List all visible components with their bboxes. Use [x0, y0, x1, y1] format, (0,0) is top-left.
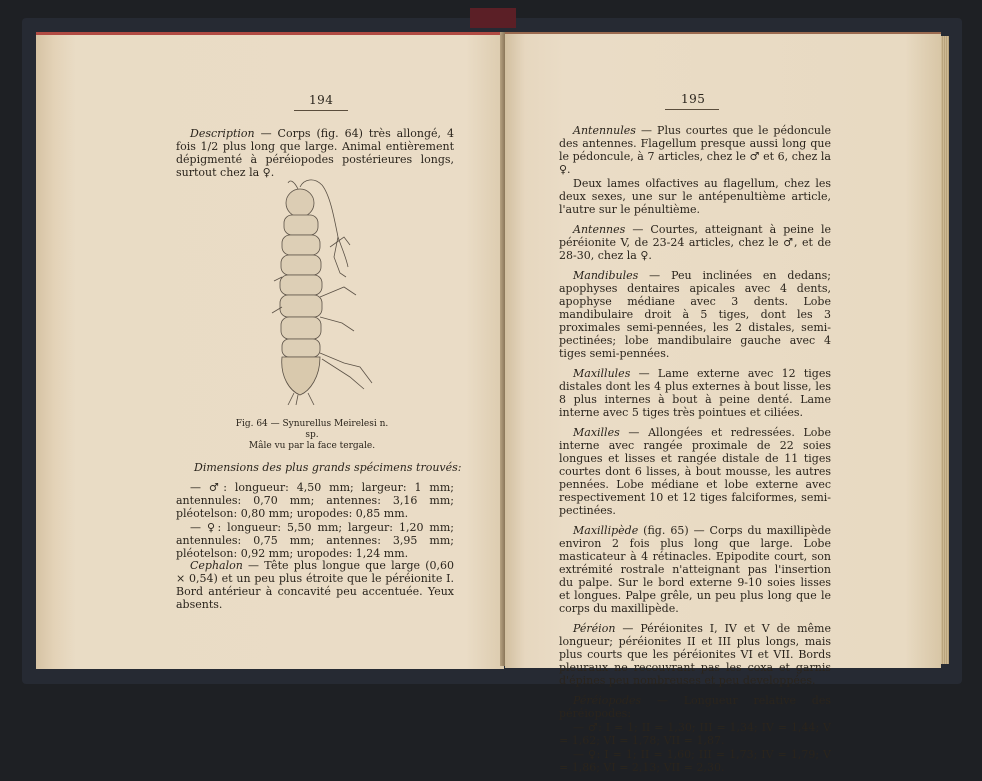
book-spine-band [470, 8, 516, 28]
antennes-text: — Courtes, atteignant à peine le péréionite V, de 23-24 articles, chez le ♂, et de 28-30, chez la ♀. [559, 223, 831, 262]
left-page-number: 194 [309, 93, 334, 107]
page-edge-stack [941, 36, 949, 664]
dimensions-title: Dimensions des plus grands spécimens trouvés: [194, 461, 462, 474]
dimensions-block [176, 481, 454, 567]
figure-caption-line1: Fig. 64 — Synurellus Meirelesi n. sp. [235, 419, 389, 440]
maxillules-label: Maxillules [573, 367, 631, 380]
antennules-text: — Plus courtes que le pédoncule des antennes. Flagellum presque aussi long que le pédoncule, à 7 articles, chez le ♂ et 6, chez la ♀. [559, 124, 831, 176]
mandibules-label: Mandibules [573, 269, 639, 282]
description-text: — Corps (fig. 64) très allongé, 4 fois 1/2 plus long que large. Animal entièrement dépigmenté à péréiopodes postérieures longs, surtout chez la ♀. [176, 127, 454, 179]
pereion-label: Péréion [573, 622, 616, 635]
female-dimensions: — ♀: longueur: 5,50 mm; largeur: 1,20 mm; antennules: 0,75 mm; antennes: 3,95 mm; pléotelson: 0,92 mm; uropodes: 1,24 mm. [176, 521, 454, 560]
pereiopodes-label: Péréiopodes [573, 694, 642, 707]
mandibules-text: — Peu inclinées en dedans; apophyses dentaires apicales avec 4 dents, apophyse médiane avec 3 dents. Lobe mandibulaire droit à 5 tiges, dont les 3 proximales semi-pennées, les 2 distales, semi-pectinées; lobe mandibulaire gauche avec 4 tiges semi-pennées. [559, 269, 831, 360]
right-page-number: 195 [681, 92, 706, 106]
maxillipede-label: Maxillipède [573, 524, 639, 537]
pereiopodes-text: — Longueur relative des péréiopodes: [559, 694, 831, 720]
male-dimensions: — ♂: longueur: 4,50 mm; largeur: 1 mm; antennules: 0,70 mm; antennes: 3,16 mm; pléotelson: 0,80 mm; uropodes: 0,85 mm. [176, 481, 454, 520]
right-page-number-rule [665, 109, 719, 110]
antennules-text2: Deux lames olfactives au flagellum, chez les deux sexes, une sur le antépenultième article, l'autre sur le pénultième. [559, 177, 831, 216]
left-page [36, 32, 504, 669]
figure-caption [232, 419, 392, 452]
description-label: Description [190, 127, 255, 140]
maxilles-label: Maxilles [573, 426, 620, 439]
pereiopodes-male: — ♂: I = 1; II = 1,30; III = 1,34; IV = 1,44; V = 1,62; VI = 1,78; VII = 1,87. [559, 721, 831, 747]
cephalon-paragraph [176, 559, 454, 618]
figure-caption-line2: Mâle vu par la face tergale. [248, 441, 376, 451]
specimen-figure [264, 177, 384, 405]
maxilles-text: — Allongées et redressées. Lobe interne avec rangée proximale de 22 soies longues et lisses et rangée distale de 11 tiges courtes dont 6 lisses, à bout mousse, les autres pennées. Lobe médiane et lobe externe avec respectivement 10 et 12 tiges falciformes, semi-pectinées. [559, 426, 831, 517]
antennes-label: Antennes [573, 223, 626, 236]
cephalon-text: — Tête plus longue que large (0,60 × 0,54) et un peu plus étroite que le péréionite I. Bord antérieur à concavité peu accentuée. Yeux absents. [176, 559, 454, 611]
pereiopodes-female: — ♀: I = 1; II = 1,60; III = 1,73; IV = 1,79; V = 1,86; VI = 2,13; VII = 2,30. [559, 748, 831, 774]
left-page-number-rule [294, 110, 348, 111]
maxillipede-text: (fig. 65) — Corps du maxillipède environ 2 fois plus long que large. Lobe masticateur à 4 rétinacles. Epipodite court, son extrémité rostrale n'atteignant pas l'insertion du palpe. Sur le bord externe 9-10 soies lisses et longues. Palpe grêle, un peu plus long que le corps du maxillipède. [559, 524, 831, 615]
right-page [505, 32, 941, 774]
cephalon-label: Cephalon [190, 559, 243, 572]
antennules-label: Antennules [573, 124, 636, 137]
pereion-text: — Péréionites I, IV et V de même longueur; péréionites II et III plus longs, mais plus courts que les péréionites VI et VII. Bords pleuraux ne recouvrant pas les coxa et garnis d'épines peu nombreuses et peu developpées. [559, 622, 831, 687]
maxillules-text: — Lame externe avec 12 tiges distales dont les 4 plus externes à bout lisse, les 8 plus internes à bout à peine denté. Lame interne avec 5 tiges très pointues et ciliées. [559, 367, 831, 419]
right-page-text [559, 124, 831, 781]
